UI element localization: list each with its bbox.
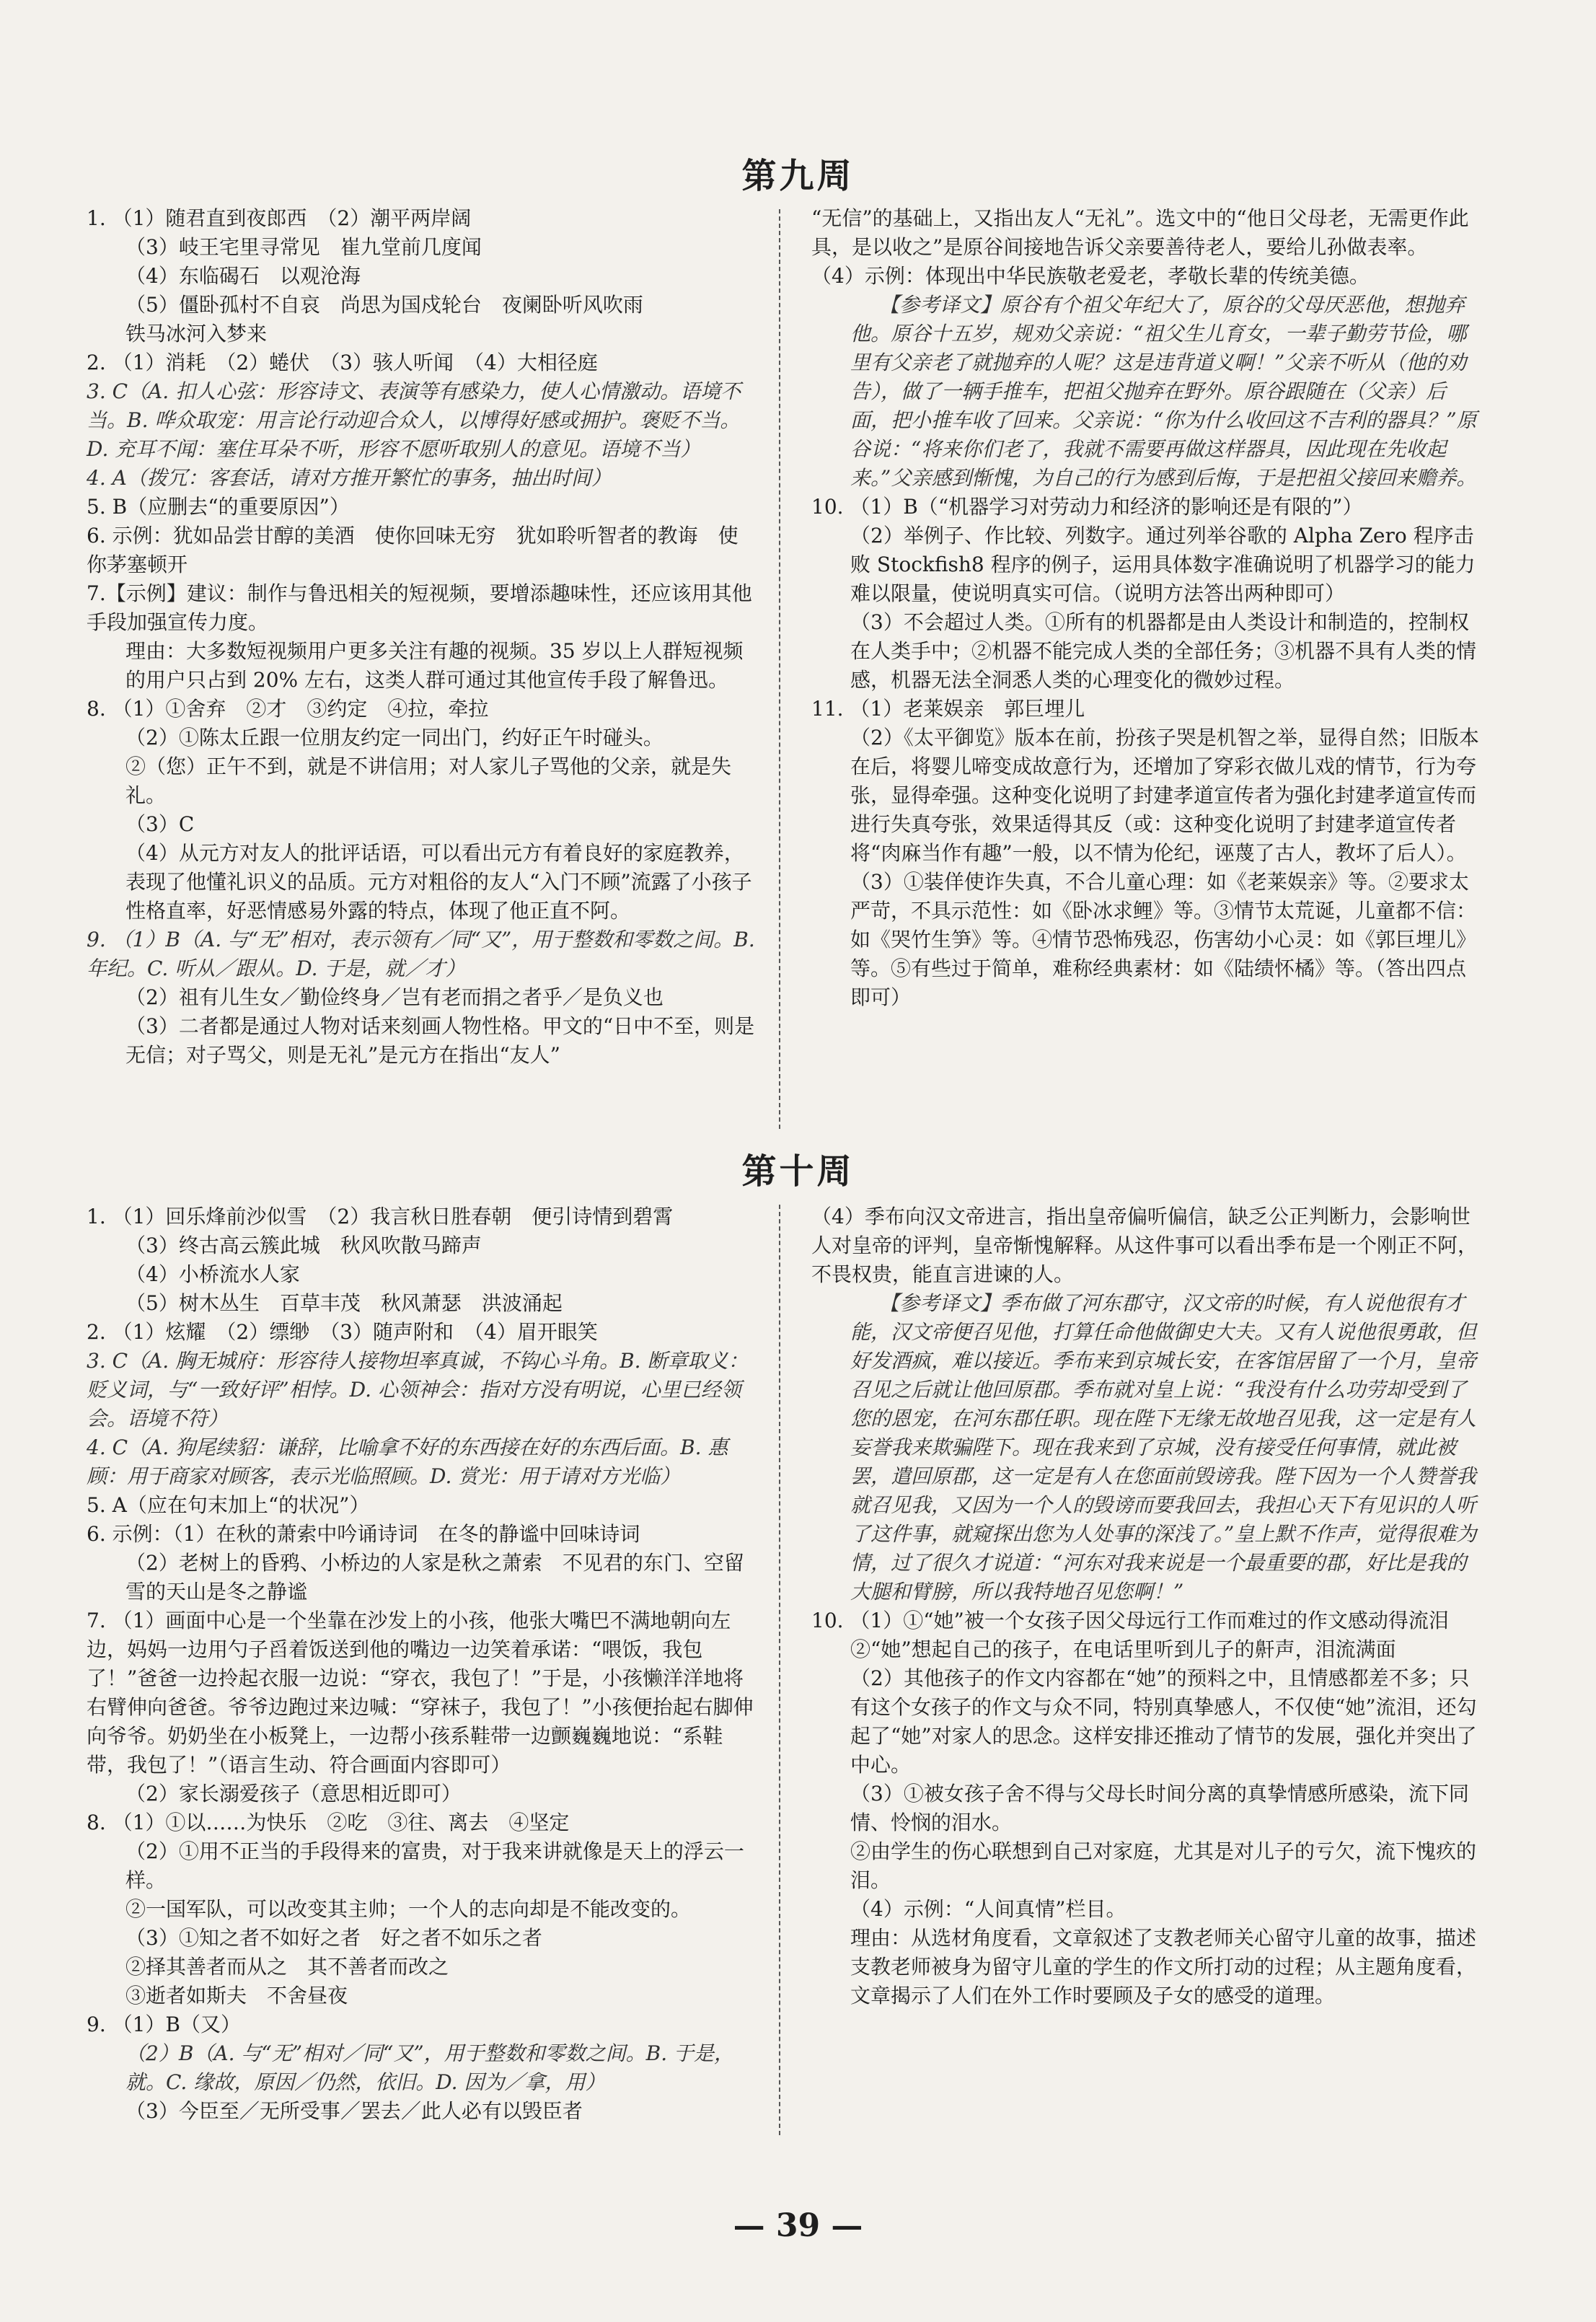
answer-line: （3）①被女孩子舍不得与父母长时间分离的真挚情感所感染，流下同情、怜悯的泪水。 (850, 1782, 1469, 1834)
column-divider (779, 1205, 780, 2135)
answer-line: （4）季布向汉文帝进言，指出皇帝偏听偏信，缺乏公正判断力，会影响世人对皇帝的评判，皇帝惭愧解释。从这件事可以看出季布是一个刚正不阿，不畏权贵，能直言进谏的人。 (811, 1205, 1478, 1286)
answer-line: （2）祖有儿生女／勤俭终身／岂有老而捐之者乎／是负义也 (125, 985, 663, 1009)
answer-line: 9. （1）B（A. 与“无”相对，表示领有／同“又”，用于整数和零数之间。B. 年纪。C. 听从／跟从。D. 于是，就／才） (87, 928, 755, 980)
answer-line: （2）其他孩子的作文内容都在“她”的预料之中，且情感都差不多；只有这个女孩子的作文与众不同，特别真挚感人，不仅使“她”流泪，还勾起了“她”对家人的思念。这样安排还推动了情节的发展，强化并突出了中心。 (850, 1666, 1477, 1777)
answer-line: （4）东临碣石 以观沧海 (125, 264, 361, 288)
answer-line: 2. （1）炫耀 （2）缥缈 （3）随声附和 （4）眉开眼笑 (87, 1320, 598, 1344)
answer-line: 8. （1）①舍弃 ②才 ③约定 ④拉，牵拉 (87, 697, 489, 721)
answer-line: ②择其善者而从之 其不善者而改之 (125, 1955, 449, 1979)
answer-line: “无信”的基础上，又指出友人“无礼”。选文中的“他日父母老，无需更作此具，是以收之”是原谷间接地告诉父亲要善待老人，要给儿孙做表率。 (811, 206, 1469, 259)
answer-line: （4）示例：“人间真情”栏目。 (850, 1897, 1127, 1921)
answer-line: 理由：大多数短视频用户更多关注有趣的视频。35 岁以上人群短视频的用户只占到 20% 左右，这类人群可通过其他宣传手段了解鲁迅。 (125, 639, 744, 692)
answer-line: （3）①知之者不如好之者 好之者不如乐之者 (125, 1926, 542, 1950)
answer-line: 3. C（A. 胸无城府：形容待人接物坦率真诚，不钩心斗角。B. 断章取义：贬义词，与“一致好评”相悖。D. 心领神会：指对方没有明说，心里已经领会。语境不符） (87, 1349, 749, 1430)
answer-line: 5. A（应在句末加上“的状况”） (87, 1493, 370, 1517)
week9-title: 第九周 (741, 156, 855, 196)
answer-line: （3）①装佯使诈失真，不合儿童心理：如《老莱娱亲》等。②要求太严苛，不具示范性：如《卧冰求鲤》等。③情节太荒诞，儿童都不信：如《哭竹生笋》等。④情节恐怖残忍，伤害幼小心灵：如《郭巨埋儿》等。⑤有些过于简单，难称经典素材：如《陆绩怀橘》等。（答出四点即可） (850, 870, 1477, 1009)
answer-line: 8. （1）①以……为快乐 ②吃 ③往、离去 ④坚定 (87, 1811, 570, 1834)
answer-line: ②“她”想起自己的孩子，在电话里听到儿子的鼾声，泪流满面 (850, 1637, 1396, 1661)
page-number: — 39 — (733, 2207, 863, 2244)
column-divider (779, 209, 780, 1129)
answer-line: 10. （1）B（“机器学习对劳动力和经济的影响还是有限的”） (811, 495, 1363, 519)
answer-line: （5）树木丛生 百草丰茂 秋风萧瑟 洪波涌起 (125, 1291, 563, 1315)
answer-line: 4. A（拨冗：客套话，请对方推开繁忙的事务，抽出时间） (87, 466, 612, 490)
answer-line: ③逝者如斯夫 不舍昼夜 (125, 1984, 348, 2007)
answer-line: （4）从元方对友人的批评话语，可以看出元方有着良好的家庭教养，表现了他懂礼识义的品质。元方对粗俗的友人“入门不顾”流露了小孩子性格直率，好恶情感易外露的特点，体现了他正直不阿。 (125, 841, 752, 923)
answer-line: （5）僵卧孤村不自哀 尚思为国戍轮台 夜阑卧听风吹雨 (125, 293, 643, 317)
answer-line: 6. 示例：（1）在秋的萧索中吟诵诗词 在冬的静谧中回味诗词 (87, 1522, 640, 1546)
answer-line: （2）家长溺爱孩子（意思相近即可） (125, 1782, 462, 1806)
answer-line: ②（您）正午不到，就是不讲信用；对人家儿子骂他的父亲，就是失礼。 (125, 755, 732, 807)
answer-line: 10. （1）①“她”被一个女孩子因父母远行工作而难过的作文感动得流泪 (811, 1609, 1449, 1632)
answer-line: （2）①用不正当的手段得来的富贵，对于我来讲就像是天上的浮云一样。 (125, 1839, 744, 1892)
answer-line: 9. （1）B（又） (87, 2013, 242, 2036)
answer-line: 2. （1）消耗 （2）蜷伏 （3）骇人听闻 （4）大相径庭 (87, 351, 598, 374)
answer-line: 6. 示例：犹如品尝甘醇的美酒 使你回味无穷 犹如聆听智者的教诲 使你茅塞顿开 (87, 524, 739, 576)
answer-line: （4）小桥流水人家 (125, 1262, 300, 1286)
week9-right-column (811, 204, 1482, 1012)
week10-right-column (811, 1202, 1482, 2010)
answer-line: ②一国军队，可以改变其主帅；一个人的志向却是不能改变的。 (125, 1897, 692, 1921)
answer-line: ②由学生的伤心联想到自己对家庭，尤其是对儿子的亏欠，流下愧疚的泪。 (850, 1839, 1477, 1892)
answer-line: （3）二者都是通过人物对话来刻画人物性格。甲文的“日中不至，则是无信；对子骂父，则是无礼”是元方在指出“友人” (125, 1014, 755, 1067)
answer-line: （2）①陈太丘跟一位朋友约定一同出门，约好正午时碰头。 (125, 726, 663, 749)
answer-line: （3）今臣至／无所受事／罢去／此人必有以毁臣者 (125, 2099, 583, 2123)
answer-line: （3）不会超过人类。①所有的机器都是由人类设计和制造的，控制权在人类手中；②机器不能完成人类的全部任务；③机器不具有人类的情感，机器无法全洞悉人类的心理变化的微妙过程。 (850, 610, 1477, 692)
answer-line: 理由：从选材角度看，文章叙述了支教老师关心留守儿童的故事，描述支教老师被身为留守儿童的学生的作文所打动的过程；从主题角度看，文章揭示了人们在外工作时要顾及子女的感受的道理。 (850, 1926, 1477, 2007)
answer-line: 铁马冰河入梦来 (125, 322, 268, 346)
answer-line: 5. B（应删去“的重要原因”） (87, 495, 350, 519)
week10-left-column (87, 1202, 757, 2126)
answer-line: 11. （1）老莱娱亲 郭巨埋儿 (811, 697, 1085, 721)
reference-translation: 【参考译文】原谷有个祖父年纪大了，原谷的父母厌恶他，想抛弃他。原谷十五岁，规劝父亲说：“祖父生儿育女，一辈子勤劳节俭，哪里有父亲老了就抛弃的人呢？这是违背道义啊！”父亲不听从（他的劝告），做了一辆手推车，把祖父抛弃在野外。原谷跟随在（父亲）后面，把小推车收了回来。父亲说：“你为什么收回这不吉利的器具？”原谷说：“将来你们老了，我就不需要再做这样器具，因此现在先收起来。”父亲感到惭愧，为自己的行为感到后悔，于是把祖父接回来赡养。 (850, 293, 1477, 490)
answer-line: 1. （1）随君直到夜郎西 （2）潮平两岸阔 (87, 206, 472, 230)
answer-line: （4）示例：体现出中华民族敬老爱老，孝敬长辈的传统美德。 (811, 264, 1370, 288)
answer-line: （2）举例子、作比较、列数字。通过列举谷歌的 Alpha Zero 程序击败 Stockfish8 程序的例子，运用具体数字准确说明了机器学习的能力难以限量，使说明真实可信。（说明方法答出两种即可） (850, 524, 1476, 605)
week10-title: 第十周 (741, 1151, 855, 1192)
answer-line: 4. C（A. 狗尾续貂：谦辞，比喻拿不好的东西接在好的东西后面。B. 惠顾：用于商家对顾客，表示光临照顾。D. 赏光：用于请对方光临） (87, 1435, 728, 1488)
answer-line: （2）《太平御览》版本在前，扮孩子哭是机智之举，显得自然；旧版本在后，将婴儿啼变成故意行为，还增加了穿彩衣做儿戏的情节，行为夸张，显得牵强。这种变化说明了封建孝道宣传者为强化封建孝道宣传而进行失真夸张，效果适得其反（或：这种变化说明了封建孝道宣传者将“肉麻当作有趣”一般，以不情为伦纪，诬蔑了古人，教坏了后人）。 (850, 726, 1479, 865)
answer-line: 3. C（A. 扣人心弦：形容诗文、表演等有感染力，使人心情激动。语境不当。B. 哗众取宠：用言论行动迎合众人，以博得好感或拥护。褒贬不当。D. 充耳不闻：塞住耳朵不听，形容不愿听取别人的意见。语境不当） (87, 379, 741, 461)
answer-line: （3）C (125, 812, 195, 836)
answer-line: （3）岐王宅里寻常见 崔九堂前几度闻 (125, 235, 482, 259)
answer-line: （3）终古高云簇此城 秋风吹散马蹄声 (125, 1233, 482, 1257)
answer-line: （2）老树上的昏鸦、小桥边的人家是秋之萧索 不见君的东门、空留雪的天山是冬之静谧 (125, 1551, 744, 1604)
answer-line: 7.【示例】建议：制作与鲁迅相关的短视频，要增添趣味性，还应该用其他手段加强宣传力度。 (87, 581, 752, 634)
answer-line: （2）B（A. 与“无”相对／同“又”，用于整数和零数之间。B. 于是，就。C. 缘故，原因／仍然，依旧。D. 因为／拿，用） (125, 2041, 735, 2094)
answer-line: 7. （1）画面中心是一个坐靠在沙发上的小孩，他张大嘴巴不满地朝向左边，妈妈一边用勺子舀着饭送到他的嘴边一边笑着承诺：“喂饭，我包了！”爸爸一边拎起衣服一边说：“穿衣，我包了！”于是，小孩懒洋洋地将右臂伸向爸爸。爷爷边跑过来边喊：“穿袜子，我包了！”小孩便抬起右脚伸向爷爷。奶奶坐在小板凳上，一边帮小孩系鞋带一边颤巍巍地说：“系鞋带，我包了！”（语言生动、符合画面内容即可） (87, 1609, 754, 1777)
reference-translation: 【参考译文】季布做了河东郡守，汉文帝的时候，有人说他很有才能，汉文帝便召见他，打算任命他做御史大夫。又有人说他很勇敢，但好发酒疯，难以接近。季布来到京城长安，在客馆居留了一个月，皇帝召见之后就让他回原郡。季布就对皇上说：“我没有什么功劳却受到了您的恩宠，在河东郡任职。现在陛下无缘无故地召见我，这一定是有人妄誉我来欺骗陛下。现在我来到了京城，没有接受任何事情，就此被罢，遣回原郡，这一定是有人在您面前毁谤我。陛下因为一个人赞誉我就召见我，又因为一个人的毁谤而要我回去，我担心天下有见识的人听了这件事，就窥探出您为人处事的深浅了。”皇上默不作声，觉得很难为情，过了很久才说道：“河东对我来说是一个最重要的郡，好比是我的大腿和臂膀，所以我特地召见您啊！” (850, 1291, 1477, 1604)
answer-line: 1. （1）回乐烽前沙似雪 （2）我言秋日胜春朝 便引诗情到碧霄 (87, 1205, 674, 1228)
week9-left-column (87, 204, 757, 1070)
